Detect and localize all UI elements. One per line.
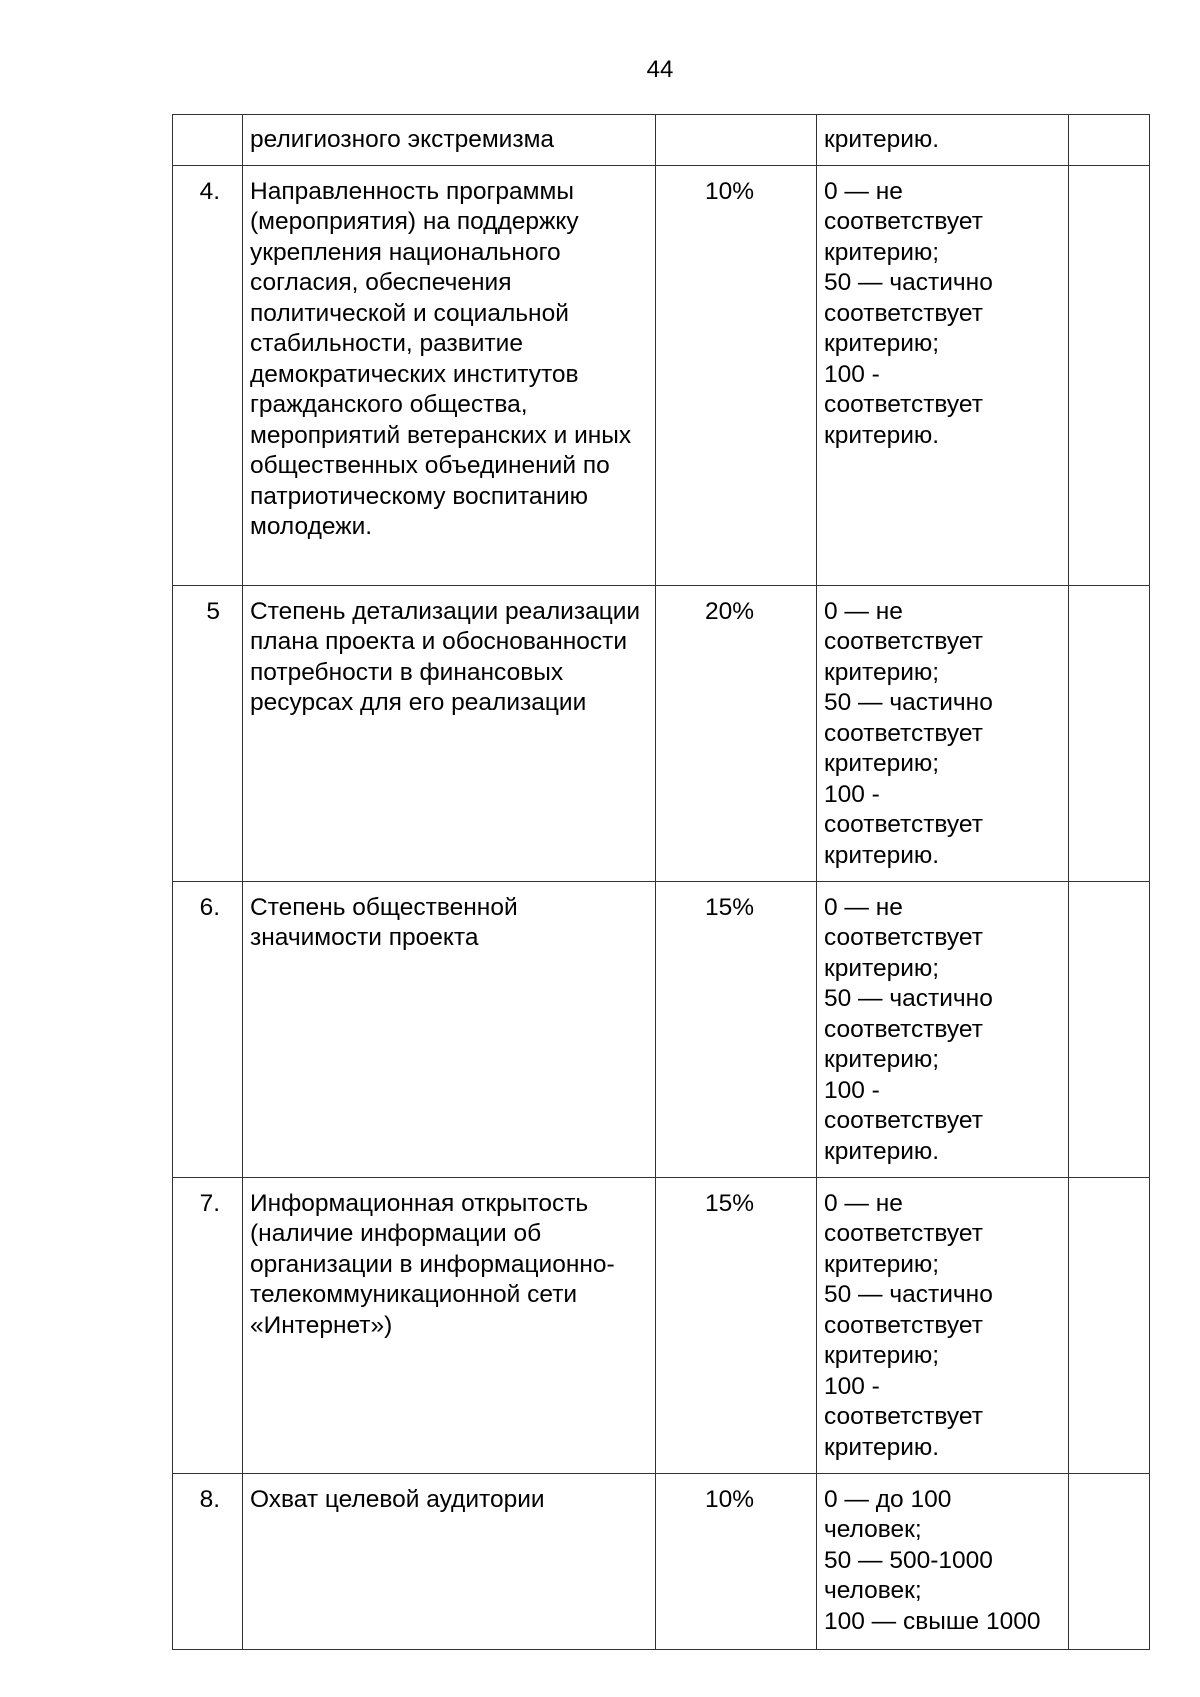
criterion-extra-cell [1069,115,1150,166]
criterion-score-scale: 0 — не соответствует критерию; 50 — частично соответствует критерию; 100 - соответствует критерию. [817,165,1069,585]
table-row [173,165,1150,585]
criterion-score-scale: критерию. [817,115,1069,166]
criterion-name: Охват целевой аудитории [243,1473,656,1649]
criterion-weight: 15% [656,881,817,1177]
row-number: 6. [173,881,243,1177]
row-number: 4. [173,165,243,585]
criterion-score-scale: 0 — не соответствует критерию; 50 — частично соответствует критерию; 100 - соответствует критерию. [817,881,1069,1177]
table-row [173,1177,1150,1473]
criterion-weight: 10% [656,1473,817,1649]
criterion-extra-cell [1069,881,1150,1177]
criterion-score-scale: 0 — не соответствует критерию; 50 — частично соответствует критерию; 100 - соответствует критерию. [817,1177,1069,1473]
criterion-name: Направленность программы (мероприятия) на поддержку укрепления национального согласия, обеспечения политической и социальной стабильности, развитие демократических институтов гражданского общества, мероприятий ветеранских и иных общественных объединений по патриотическому воспитанию молодежи. [243,165,656,585]
criterion-weight: 20% [656,585,817,881]
criterion-name: Степень детализации реализации плана проекта и обоснованности потребности в финансовых ресурсах для его реализации [243,585,656,881]
criterion-extra-cell [1069,165,1150,585]
row-number [173,115,243,166]
row-number: 7. [173,1177,243,1473]
criterion-extra-cell [1069,1177,1150,1473]
criterion-name: Степень общественной значимости проекта [243,881,656,1177]
criterion-extra-cell [1069,1473,1150,1649]
criterion-name: религиозного экстремизма [243,115,656,166]
table-row [173,881,1150,1177]
row-number: 5 [173,585,243,881]
criterion-name: Информационная открытость (наличие информации об организации в информационно-телекоммуникационной сети «Интернет») [243,1177,656,1473]
page-number: 44 [646,56,674,83]
criterion-weight [656,115,817,166]
criterion-extra-cell [1069,585,1150,881]
criterion-score-scale: 0 — не соответствует критерию; 50 — частично соответствует критерию; 100 - соответствует критерию. [817,585,1069,881]
criterion-weight: 10% [656,165,817,585]
table-row [173,1473,1150,1649]
table-row [173,115,1150,166]
criterion-score-scale: 0 — до 100 человек; 50 — 500-1000 человек; 100 — свыше 1000 [817,1473,1069,1649]
table-row [173,585,1150,881]
criterion-weight: 15% [656,1177,817,1473]
row-number: 8. [173,1473,243,1649]
criteria-table [172,114,1150,1650]
